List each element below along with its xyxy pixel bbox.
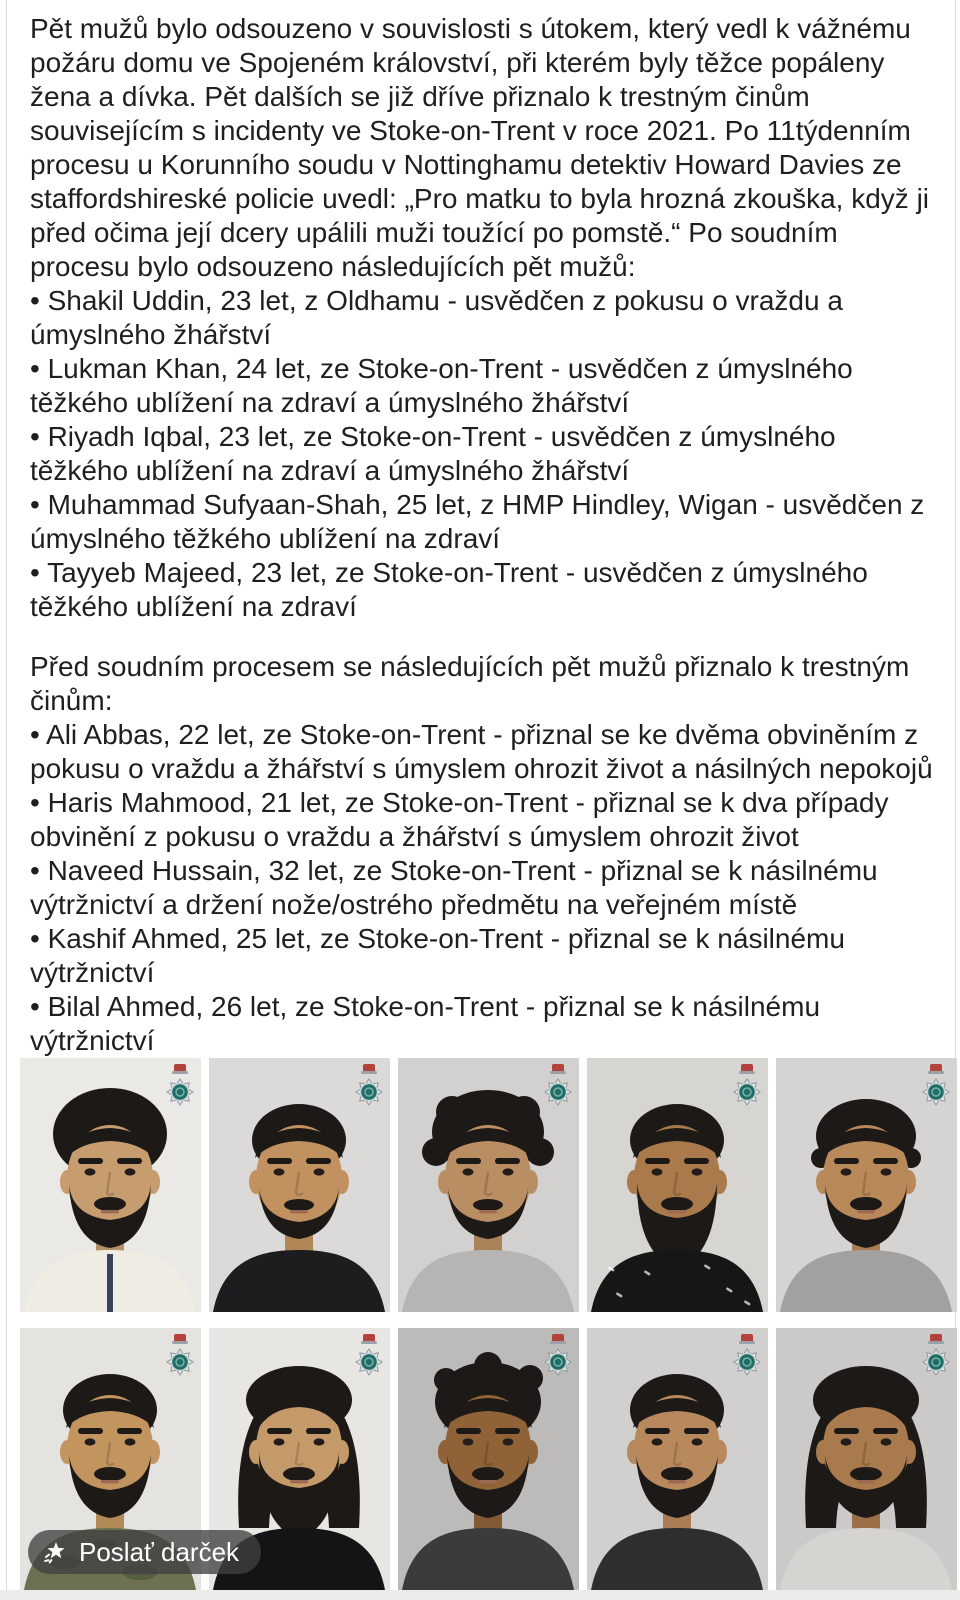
- paragraph-gap: [30, 624, 936, 650]
- send-gift-label: Poslať darček: [79, 1537, 240, 1567]
- mugshot-photo[interactable]: [587, 1328, 768, 1590]
- mugshot-photo[interactable]: [776, 1328, 957, 1590]
- bottom-strip: [0, 1590, 960, 1600]
- post-bullet-line: • Bilal Ahmed, 26 let, ze Stoke-on-Trent - přiznal se k násilnému výtržnictví: [30, 991, 821, 1056]
- mugshot-photo[interactable]: [398, 1328, 579, 1590]
- post-paragraph: Před soudním procesem se následujících pět mužů přiznalo k trestným činům:: [30, 651, 910, 716]
- mugshot-photo[interactable]: [398, 1058, 579, 1312]
- mugshot-grid: [20, 1058, 957, 1590]
- mugshot-photo[interactable]: [209, 1058, 390, 1312]
- post-bullet-line: • Tayyeb Majeed, 23 let, ze Stoke-on-Trent - usvědčen z úmyslného těžkého ublížení na zdraví: [30, 557, 868, 622]
- post-bullet-line: • Lukman Khan, 24 let, ze Stoke-on-Trent - usvědčen z úmyslného těžkého ublížení na zdraví a úmyslného žhářství: [30, 353, 853, 418]
- post-text: [30, 12, 936, 1058]
- post-bullet-line: • Riyadh Iqbal, 23 let, ze Stoke-on-Trent - usvědčen z úmyslného těžkého ublížení na zdraví a úmyslného žhářství: [30, 421, 836, 486]
- gift-star-icon: [43, 1541, 68, 1564]
- post-bullet-line: • Naveed Hussain, 32 let, ze Stoke-on-Trent - přiznal se k násilnému výtržnictví a držení nože/ostrého předmětu na veřejném místě: [30, 855, 878, 920]
- post-bullet-line: • Ali Abbas, 22 let, ze Stoke-on-Trent - přiznal se ke dvěma obviněním z pokusu o vraždu a žhářství s úmyslem ohrozit život a násilných nepokojů: [30, 719, 933, 784]
- post-bullet-line: • Muhammad Sufyaan-Shah, 25 let, z HMP Hindley, Wigan - usvědčen z úmyslného těžkého ublížení na zdraví: [30, 489, 925, 554]
- post-paragraph: Pět mužů bylo odsouzeno v souvislosti s útokem, který vedl k vážnému požáru domu ve Spojeném království, při kterém byly těžce popáleny žena a dívka. Pět dalších se již dříve přiznalo k trestným činům souvisejícím s incidenty ve Stoke-on-Trent v roce 2021. Po 11týdenním procesu u Korunního soudu v Nottinghamu detektiv Howard Davies ze staffordshireské policie uvedl: „Pro matku to byla hrozná zkouška, když ji před očima její dcery upálili muži toužící po pomstě.“ Po soudním procesu bylo odsouzeno následujících pět mužů:: [30, 13, 930, 282]
- post-bullet-line: • Shakil Uddin, 23 let, z Oldhamu - usvědčen z pokusu o vraždu a úmyslného žhářství: [30, 285, 843, 350]
- mugshot-photo[interactable]: [587, 1058, 768, 1312]
- mugshot-photo[interactable]: [776, 1058, 957, 1312]
- card-left-border: [6, 0, 7, 1600]
- mugshot-photo[interactable]: [20, 1058, 201, 1312]
- post-bullet-line: • Kashif Ahmed, 25 let, ze Stoke-on-Trent - přiznal se k násilnému výtržnictví: [30, 923, 845, 988]
- send-gift-button[interactable]: [28, 1530, 261, 1574]
- post-bullet-line: • Haris Mahmood, 21 let, ze Stoke-on-Trent - přiznal se k dva případy obvinění z pokusu o vraždu a žhářství s úmyslem ohrozit život: [30, 787, 889, 852]
